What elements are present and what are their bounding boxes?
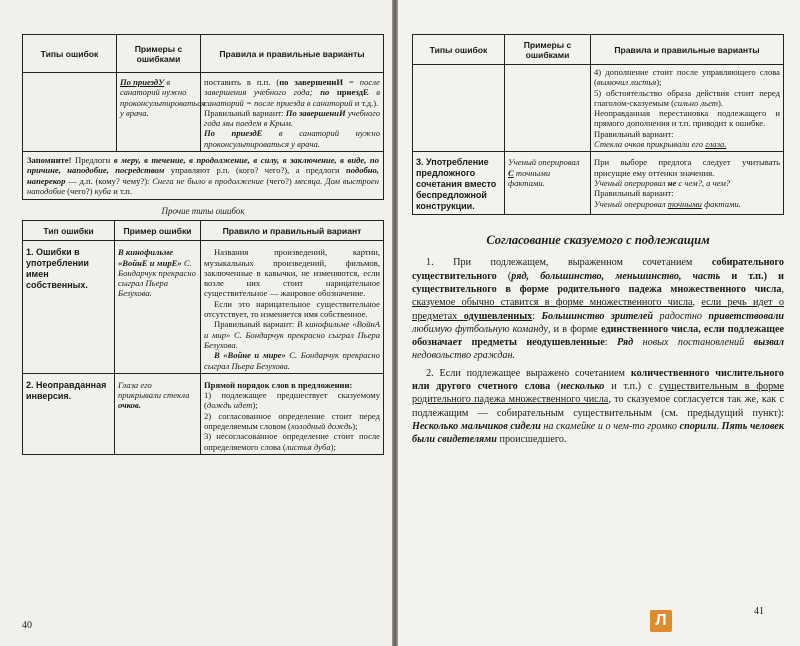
header-examples: Примеры с ошибками [117,35,201,73]
header-rules: Правила и правильные варианты [201,35,384,73]
error-type-cell: 1. Ошибки в употреблении имен собственных. [23,241,115,374]
errors-table-right [412,34,784,215]
error-type-cell [413,65,505,152]
rule-cell: При выборе предлога следует учитывать присущие ему оттенки значения. Ученый оперировал не с чем?, а чем? Правильный вариант: Ученый оперировал точными фактами. [591,152,784,215]
error-type-cell [23,73,117,152]
page-number-left: 40 [22,620,32,631]
publisher-logo: Л [650,610,672,632]
rule-cell: 4) дополнение стоит после управляющего слова (вымочил листья); 5) обстоятельство образа действия стоит перед глаголом-сказуемым (сильно льет). Неоправданная перестановка подлежащего и прямого дополнения и т.п. приводит к ошибке. Правильный вариант: Стекла очков прикрывали его глаза. [591,65,784,152]
table-row [413,152,784,215]
error-type-cell: 2. Неоправданная инверсия. [23,373,115,454]
header-error-types: Типы ошибок [23,35,117,73]
header-error-type: Тип ошибки [23,221,115,241]
header-error-types: Типы ошибок [413,35,505,65]
example-cell [505,65,591,152]
table-row [23,73,384,152]
table-header-row [23,35,384,73]
right-page [398,0,800,646]
example-cell: Глаза его прикрывали стекла очков. [115,373,201,454]
rule-cell: поставить в п.п. (по завершениИ = после завершения учебного года; по приездЕ в санаторий = после приезда в санаторий и т.д.). Правильный вариант: По завершениИ учебного года мы поедем в Крым. По приездЕ в санаторий нужно проконсультироваться у врача. [201,73,384,152]
right-content [412,34,784,449]
header-rules: Правила и правильные варианты [591,35,784,65]
errors-table-continued [22,34,384,152]
page-number-right: 41 [754,606,764,617]
rule-cell: Прямой порядок слов в предложении: 1) подлежащее предшествует сказуемому (дождь идет); 2) согласованное определение стоит перед определяемым словом (холодный дождь); 3) несогласованное определение стоит после определяемого слова (листья дуба); [201,373,384,454]
example-cell: В кинофильме «ВойнЕ и мирЕ» С. Бондарчук прекрасно сыграл Пьера Безухова. [115,241,201,374]
section-title: Согласование сказуемого с подлежащим [486,233,710,248]
paragraph-1: 1. При подлежащем, выраженном сочетанием собирательного существительного (ряд, большинство, меньшинство, часть и т.п.) и существительного в форме родительного падежа множественного числа, сказуемое обычно ставится в форме множественного числа, если речь идет о предметах одушевленных: Большинство зрителей радостно приветствовали любимую футбольную команду, и в форме единственного числа, если подлежащее обозначает предметы неодушевленные: Ряд новых постановлений вызвал недовольство граждан. [412,257,785,362]
header-examples: Примеры с ошибками [505,35,591,65]
remember-note: Запомните! Предлоги в меру, в течение, в продолжение, в силу, в заключение, в виде, по причине, наподобие, посредством управляют р.п. (кого? чего?), а предлоги подобно, наперекор — д.п. (кому? чему?): Снега не было в продолжение (чего?) месяца. Дом выстроен наподобие (чего?) кубa и т.п. [22,152,384,200]
paragraph-2: 2. Если подлежащее выражено сочетанием количественного числительного или другого счетного слова (несколько и т.п.) с существительным в форме родительного падежа множественного числа, то сказуемое согласуется так же, как с подлежащим — собирательным существительным (см. предыдущий пункт): Несколько мальчиков сидели на скамейке и о чем-то громко спорили. Пять человек были свидетелями происшедшего. [412,367,784,446]
example-cell: По приездУ в санаторий нужно проконсультироваться у врача. [117,73,201,152]
table-header-row [413,35,784,65]
example-cell: Ученый оперировал С точными фактами. [505,152,591,215]
left-content [22,34,384,455]
table-row [23,241,384,374]
rule-cell: Названия произведений, картин, музыкальных произведений, фильмов, заключенные в кавычки, не изменяются, если возле них стоит нарицательное существительное — жанровое обозначение. Если это нарицательное существительное отсутствует, то изменяется имя собственное. Правильный вариант: В кинофильме «ВойнА и мир» С. Бондарчук прекрасно сыграл Пьера Безухова. В «Войне и мире» С. Бондарчук прекрасно сыграл Пьера Безухова. [201,241,384,374]
table-row [413,65,784,152]
header-rule: Правило и правильный вариант [201,221,384,241]
other-errors-table [22,220,384,455]
body-text [412,256,784,446]
table-row [23,373,384,454]
error-type-cell: 3. Употребление предложного сочетания вместо беспредложной конструкции. [413,152,505,215]
table-header-row [23,221,384,241]
left-page [0,0,392,646]
other-errors-caption: Прочие типы ошибок [161,206,245,217]
header-error-example: Пример ошибки [115,221,201,241]
